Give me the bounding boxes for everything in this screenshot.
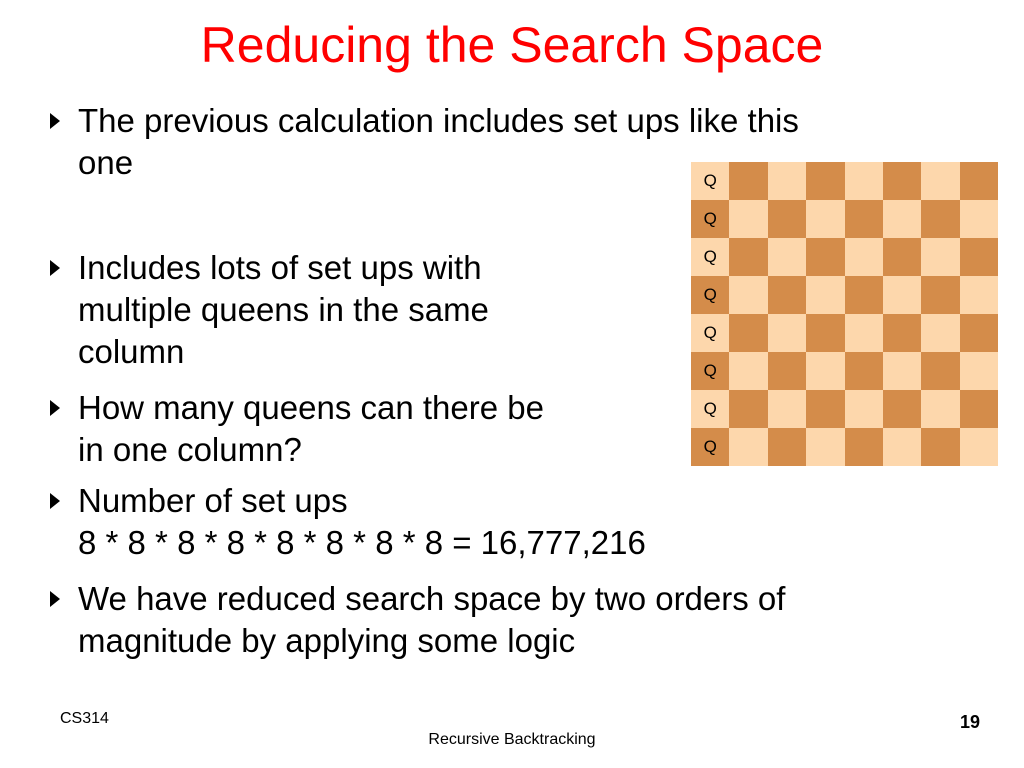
board-square: [691, 162, 729, 200]
board-square: [729, 276, 767, 314]
footer-course: CS314: [60, 710, 109, 727]
board-square: [921, 162, 959, 200]
queen-label: Q: [703, 247, 717, 266]
board-square: [921, 238, 959, 276]
bullet-how-many-queens: [50, 387, 544, 471]
bullet-multiple-queens: [50, 247, 489, 373]
board-square: [960, 238, 998, 276]
board-square: [845, 276, 883, 314]
board-square: [883, 352, 921, 390]
board-square: [806, 238, 844, 276]
board-square: [768, 162, 806, 200]
board-square: [960, 390, 998, 428]
board-square: [883, 390, 921, 428]
board-square: [768, 352, 806, 390]
bullet-arrow-icon: [50, 493, 60, 509]
board-square: [845, 200, 883, 238]
board-square: [921, 390, 959, 428]
queen-label: Q: [703, 171, 717, 190]
bullet-formula: 8 * 8 * 8 * 8 * 8 * 8 * 8 * 8 = 16,777,216: [78, 524, 646, 561]
bullet-text: How many queens can there be: [78, 389, 544, 426]
queen-label: Q: [703, 399, 717, 418]
bullet-text: Number of set ups: [78, 482, 348, 519]
board-square: [806, 200, 844, 238]
board-square: [729, 352, 767, 390]
bullet-text: column: [78, 333, 185, 370]
board-square: [960, 352, 998, 390]
bullet-text: Includes lots of set ups with: [78, 249, 482, 286]
bullet-reduced-search-space: [50, 578, 785, 662]
board-square: [921, 314, 959, 352]
board-square: [806, 276, 844, 314]
board-square: [806, 162, 844, 200]
board-square: [960, 428, 998, 466]
board-square: [806, 314, 844, 352]
bullet-number-of-setups: [50, 480, 646, 564]
bullet-text: in one column?: [78, 431, 302, 468]
board-square: [883, 162, 921, 200]
board-square: [768, 238, 806, 276]
board-square: [806, 390, 844, 428]
queen-label: Q: [703, 361, 717, 380]
board-square: [806, 352, 844, 390]
board-square: [729, 390, 767, 428]
board-square: [806, 428, 844, 466]
bullet-previous-calculation: [50, 100, 799, 184]
board-square: [883, 314, 921, 352]
board-square: [691, 276, 729, 314]
board-square: [960, 276, 998, 314]
board-square: [729, 200, 767, 238]
board-square: [691, 352, 729, 390]
bullet-text: one: [78, 144, 134, 181]
bullet-text: magnitude by applying some logic: [78, 622, 576, 659]
chessboard: [691, 162, 998, 466]
board-square: [883, 428, 921, 466]
bullet-arrow-icon: [50, 591, 60, 607]
board-square: [845, 238, 883, 276]
footer-topic: Recursive Backtracking: [428, 731, 596, 748]
queen-label: Q: [703, 285, 717, 304]
bullet-text: The previous calculation includes set ups like this: [78, 102, 799, 139]
board-square: [960, 314, 998, 352]
page-number: 19: [959, 712, 980, 732]
queen-label: Q: [703, 323, 717, 342]
board-square: [883, 238, 921, 276]
queen-label: Q: [703, 209, 717, 228]
board-square: [921, 428, 959, 466]
board-square: [729, 162, 767, 200]
board-square: [691, 314, 729, 352]
board-square: [768, 314, 806, 352]
board-square: [845, 428, 883, 466]
board-square: [845, 314, 883, 352]
board-square: [691, 428, 729, 466]
board-square: [845, 162, 883, 200]
bullet-text: multiple queens in the same: [78, 291, 489, 328]
board-square: [845, 352, 883, 390]
bullet-arrow-icon: [50, 113, 60, 129]
board-square: [768, 200, 806, 238]
board-square: [729, 238, 767, 276]
board-square: [960, 200, 998, 238]
board-square: [729, 314, 767, 352]
board-square: [883, 276, 921, 314]
bullet-arrow-icon: [50, 260, 60, 276]
board-square: [768, 276, 806, 314]
board-square: [845, 390, 883, 428]
board-square: [883, 200, 921, 238]
board-square: [768, 428, 806, 466]
bullet-arrow-icon: [50, 400, 60, 416]
board-square: [921, 276, 959, 314]
board-square: [960, 162, 998, 200]
slide-title: Reducing the Search Space: [200, 17, 824, 73]
bullet-text: We have reduced search space by two orders of: [78, 580, 786, 617]
board-square: [691, 390, 729, 428]
board-square: [729, 428, 767, 466]
board-square: [691, 200, 729, 238]
board-square: [921, 200, 959, 238]
board-square: [921, 352, 959, 390]
board-square: [691, 238, 729, 276]
queen-label: Q: [703, 437, 717, 456]
board-square: [768, 390, 806, 428]
